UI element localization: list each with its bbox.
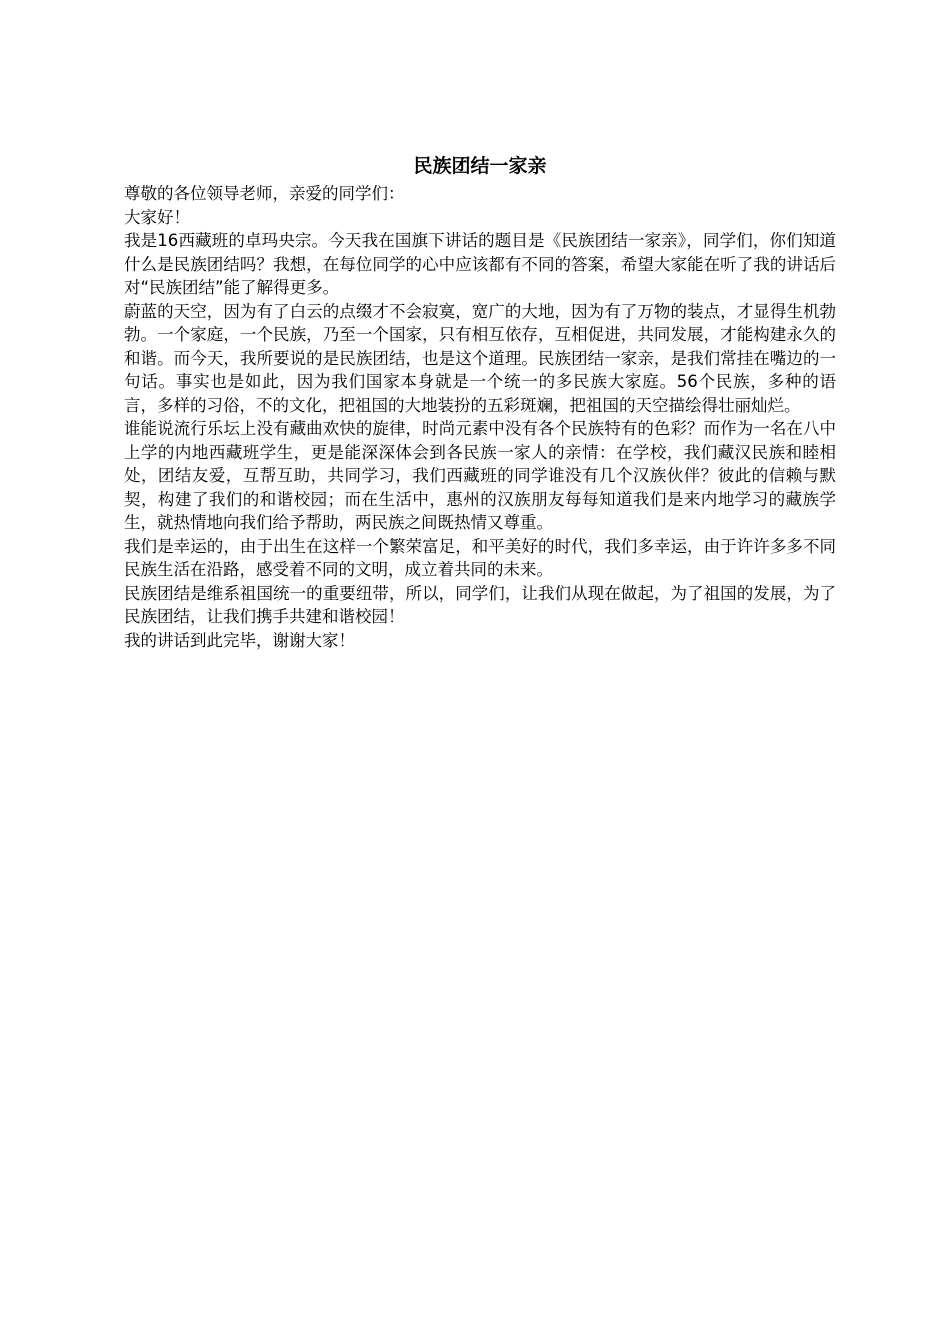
document-page: [124, 152, 836, 652]
paragraph-intro: 我是16西藏班的卓玛央宗。今天我在国旗下讲话的题目是《民族团结一家亲》，同学们，你们知道什么是民族团结吗？我想，在每位同学的心中应该都有不同的答案，希望大家能在听了我的讲话后对“民族团结”能了解得更多。: [124, 231, 836, 297]
paragraph-greeting: 大家好！: [124, 207, 190, 227]
paragraph-school-life: 谁能说流行乐坛上没有藏曲欢快的旋律，时尚元素中没有各个民族特有的色彩？而作为一名在八中上学的内地西藏班学生，更是能深深体会到各民族一家人的亲情：在学校，我们藏汉民族和睦相处，团结友爱，互帮互助，共同学习，我们西藏班的同学谁没有几个汉族伙伴？彼此的信赖与默契，构建了我们的和谐校园；而在生活中，惠州的汉族朋友每每知道我们是来内地学习的藏族学生，就热情地向我们给予帮助，两民族之间既热情又尊重。: [124, 419, 836, 532]
document-title: 民族团结一家亲: [413, 155, 547, 177]
paragraph-call-to-action: 民族团结是维系祖国统一的重要纽带，所以，同学们，让我们从现在做起，为了祖国的发展，为了民族团结，让我们携手共建和谐校园！: [124, 583, 836, 626]
paragraph-fortunate: 我们是幸运的，由于出生在这样一个繁荣富足，和平美好的时代，我们多幸运，由于许许多多不同民族生活在沿路，感受着不同的文明，成立着共同的未来。: [124, 536, 836, 579]
paragraph-harmony: 蔚蓝的天空，因为有了白云的点缀才不会寂寞，宽广的大地，因为有了万物的装点，才显得生机勃勃。一个家庭，一个民族，乃至一个国家，只有相互依存，互相促进，共同发展，才能构建永久的和谐。而今天，我所要说的是民族团结，也是这个道理。民族团结一家亲，是我们常挂在嘴边的一句话。事实也是如此，因为我们国家本身就是一个统一的多民族大家庭。56个民族，多种的语言，多样的习俗，不的文化，把祖国的大地装扮的五彩斑斓，把祖国的天空描绘得壮丽灿烂。: [124, 301, 836, 415]
paragraph-salutation: 尊敬的各位领导老师，亲爱的同学们：: [124, 184, 405, 203]
paragraph-closing: 我的讲话到此完毕，谢谢大家！: [124, 630, 355, 650]
